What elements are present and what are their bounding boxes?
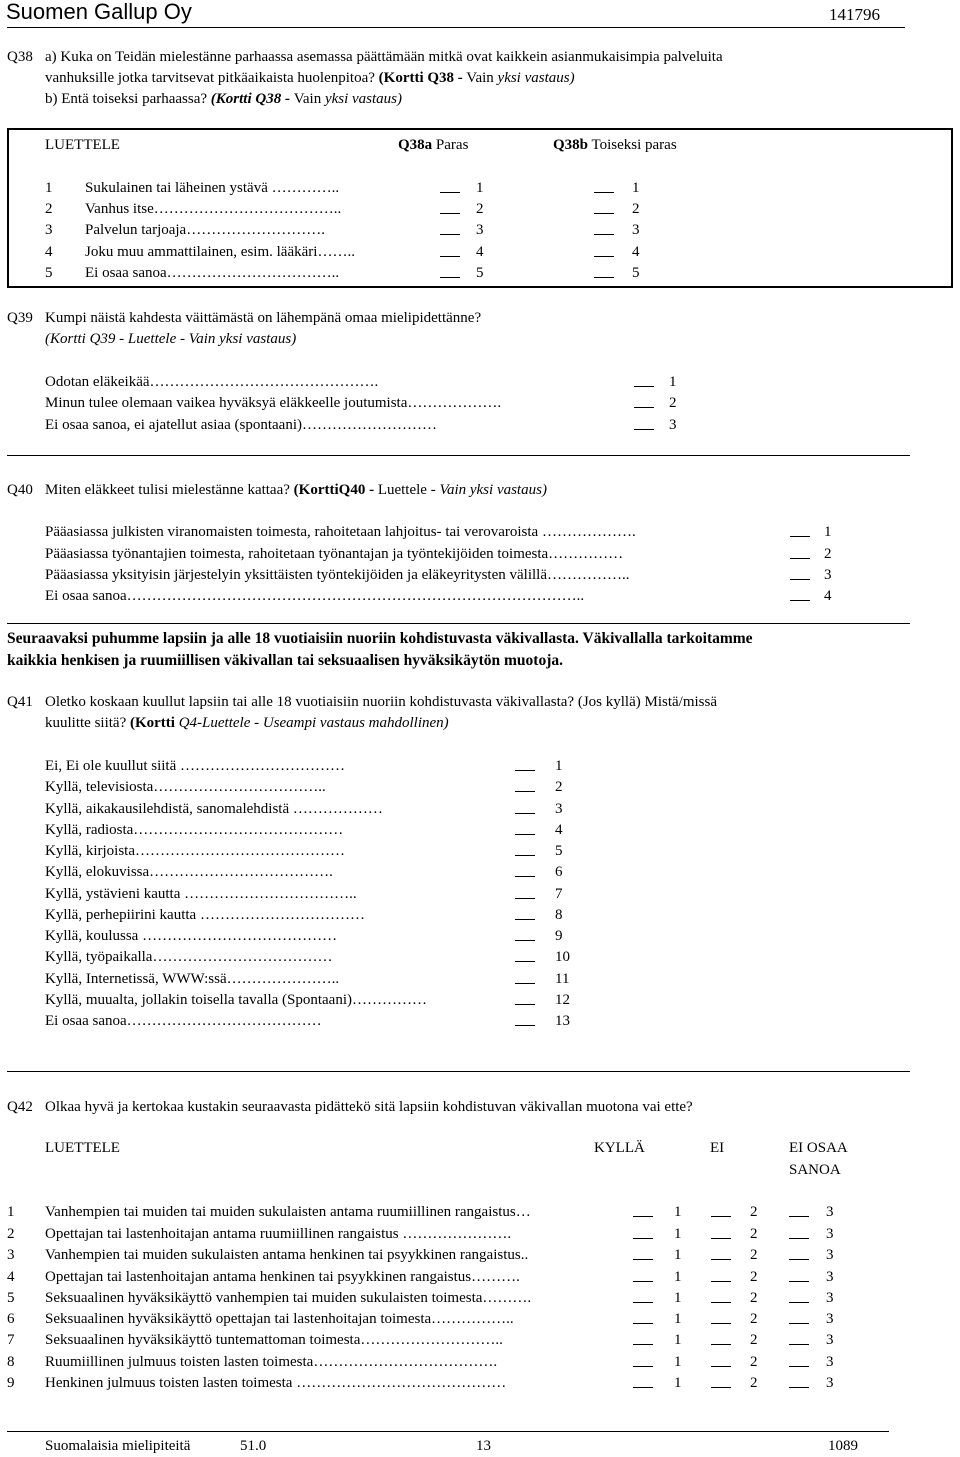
q38b-answer-blank[interactable] (594, 199, 614, 221)
q42-dk-blank[interactable] (789, 1245, 809, 1267)
q41-line2: kuulitte siitä? (Kortti Q4-Luettele - Useampi vastaus mahdollinen) (45, 715, 449, 731)
q38b-answer-blank[interactable] (594, 242, 614, 264)
footer-code: 1089 (828, 1438, 858, 1454)
q42-row-label: Opettajan tai lastenhoitajan antama henkinen tai psyykkinen rangaistus………. (45, 1269, 520, 1285)
q38b-answer-blank[interactable] (594, 220, 614, 242)
q42-yes-blank[interactable] (633, 1267, 653, 1289)
q42-yes-blank[interactable] (633, 1245, 653, 1267)
q42-no-blank[interactable] (711, 1224, 731, 1246)
q42-code-yes: 1 (674, 1332, 682, 1348)
q42-code-no: 2 (750, 1226, 758, 1242)
q41-option-label: Kyllä, kirjoista…………………………………… (45, 843, 345, 859)
q41-option-code: 2 (555, 779, 563, 795)
q42-no-blank[interactable] (711, 1309, 731, 1331)
q42-yes-blank[interactable] (633, 1288, 653, 1310)
q41-option-label: Kyllä, radiosta…………………………………… (45, 822, 344, 838)
intro-line2: kaikkia henkisen ja ruumiillisen väkivallan tai seksuaalisen hyväksikäytön muotoja. (7, 652, 563, 669)
q38b-answer-blank[interactable] (594, 178, 614, 200)
q41-option-code: 4 (555, 822, 563, 838)
q41-answer-blank[interactable] (515, 905, 535, 927)
q39-option-label: Ei osaa sanoa, ei ajatellut asiaa (spontaani)……………………… (45, 417, 437, 433)
q38b-code: 3 (632, 222, 640, 238)
q42-no-blank[interactable] (711, 1352, 731, 1374)
q39-number: Q39 (7, 310, 33, 326)
intro-line1: Seuraavaksi puhumme lapsiin ja alle 18 vuotiaisiin nuoriin kohdistuvasta väkivallasta. Väkivallalla tarkoitamme (7, 630, 753, 647)
q38a-code: 3 (476, 222, 484, 238)
q42-number: Q42 (7, 1099, 33, 1115)
q41-option-code: 6 (555, 864, 563, 880)
q41-answer-blank[interactable] (515, 990, 535, 1012)
q42-code-no: 2 (750, 1311, 758, 1327)
q38a-answer-blank[interactable] (440, 263, 460, 285)
q40-question: Miten eläkkeet tulisi mielestänne kattaa? (KorttiQ40 - Luettele - Vain yksi vastaus) (45, 482, 547, 498)
q38a-answer-blank[interactable] (440, 178, 460, 200)
q42-no-blank[interactable] (711, 1245, 731, 1267)
q40-option-code: 1 (824, 524, 832, 540)
q42-yes-blank[interactable] (633, 1373, 653, 1395)
q42-yes-blank[interactable] (633, 1330, 653, 1352)
q42-dk-blank[interactable] (789, 1309, 809, 1331)
q42-code-yes: 1 (674, 1375, 682, 1391)
q42-row-num: 7 (7, 1332, 15, 1348)
q38-header-luettele: LUETTELE (45, 137, 120, 153)
q41-option-code: 10 (555, 949, 570, 965)
q41-option-code: 12 (555, 992, 570, 1008)
q42-code-dk: 3 (826, 1332, 834, 1348)
q41-line1: Oletko koskaan kuullut lapsiin tai alle 18 vuotiaisiin nuoriin kohdistuvasta väkivallasta? (Jos kyllä) Mistä/missä (45, 694, 717, 710)
q38b-code: 2 (632, 201, 640, 217)
q42-code-dk: 3 (826, 1204, 834, 1220)
q38-row-num: 5 (45, 265, 53, 281)
q42-header-eos-2: SANOA (789, 1162, 841, 1178)
q42-row-label: Seksuaalinen hyväksikäyttö vanhempien tai muiden sukulaisten toimesta………. (45, 1290, 532, 1306)
q41-answer-blank[interactable] (515, 947, 535, 969)
q42-code-no: 2 (750, 1290, 758, 1306)
q42-code-no: 2 (750, 1247, 758, 1263)
q42-row-num: 1 (7, 1204, 15, 1220)
q42-header-luettele: LUETTELE (45, 1140, 120, 1156)
section-rule (7, 455, 910, 456)
q42-row-label: Seksuaalinen hyväksikäyttö tuntemattoman toimesta……………………….. (45, 1332, 503, 1348)
q41-answer-blank[interactable] (515, 1011, 535, 1033)
q38b-code: 1 (632, 180, 640, 196)
q41-option-label: Kyllä, aikakausilehdistä, sanomalehdistä ……………… (45, 801, 383, 817)
q42-row-num: 6 (7, 1311, 15, 1327)
q38-number: Q38 (7, 49, 33, 65)
q38-row-num: 1 (45, 180, 53, 196)
q42-row-num: 5 (7, 1290, 15, 1306)
company-name: Suomen Gallup Oy (6, 0, 192, 24)
q42-code-no: 2 (750, 1375, 758, 1391)
q40-number: Q40 (7, 482, 33, 498)
q38b-header: Q38b Toiseksi paras (553, 137, 677, 153)
q41-option-code: 8 (555, 907, 563, 923)
q41-option-label: Ei, Ei ole kuullut siitä …………………………… (45, 758, 345, 774)
q38a-answer-blank[interactable] (440, 220, 460, 242)
q42-dk-blank[interactable] (789, 1352, 809, 1374)
q42-no-blank[interactable] (711, 1373, 731, 1395)
q42-code-yes: 1 (674, 1290, 682, 1306)
q40-option-code: 4 (824, 588, 832, 604)
q41-answer-blank[interactable] (515, 862, 535, 884)
q42-row-num: 8 (7, 1354, 15, 1370)
q40-answer-blank[interactable] (790, 586, 810, 608)
footer-rule (7, 1431, 889, 1432)
q42-no-blank[interactable] (711, 1267, 731, 1289)
q38-row-label: Palvelun tarjoaja………………………. (85, 222, 325, 238)
q38a-header: Q38a Paras (398, 137, 469, 153)
q38-row-label: Joku muu ammattilainen, esim. lääkäri…….. (85, 244, 355, 260)
q41-option-label: Kyllä, ystävieni kautta …………………………….. (45, 886, 357, 902)
q42-row-label: Opettajan tai lastenhoitajan antama ruumiillinen rangaistus …………………. (45, 1226, 512, 1242)
q42-row-label: Seksuaalinen hyväksikäyttö opettajan tai lastenhoitajan toimesta…………….. (45, 1311, 514, 1327)
q42-header-kylla: KYLLÄ (594, 1140, 645, 1156)
q42-row-label: Vanhempien tai muiden tai muiden sukulaisten antama ruumiillinen rangaistus… (45, 1204, 531, 1220)
q42-code-dk: 3 (826, 1311, 834, 1327)
q39-answer-blank[interactable] (634, 415, 654, 437)
q42-dk-blank[interactable] (789, 1288, 809, 1310)
q42-dk-blank[interactable] (789, 1267, 809, 1289)
q39-card: (Kortti Q39 - Luettele - Vain yksi vastaus) (45, 331, 297, 347)
q42-no-blank[interactable] (711, 1330, 731, 1352)
q38-row-num: 4 (45, 244, 53, 260)
q41-answer-blank[interactable] (515, 969, 535, 991)
q38b-code: 5 (632, 265, 640, 281)
q42-question: Olkaa hyvä ja kertokaa kustakin seuraavasta pidättekö sitä lapsiin kohdistuvan väkivallan muotona vai ette? (45, 1099, 693, 1115)
document-id: 141796 (829, 5, 880, 24)
q40-option-label: Ei osaa sanoa……………………………………………………………………………….. (45, 588, 585, 604)
q40-option-label: Pääasiassa yksityisin järjestelyin yksittäisten työntekijöiden ja eläkeyritysten välillä…………….. (45, 567, 630, 583)
q41-answer-blank[interactable] (515, 884, 535, 906)
q42-no-blank[interactable] (711, 1202, 731, 1224)
q38b-answer-blank[interactable] (594, 263, 614, 285)
footer-title: Suomalaisia mielipiteitä (45, 1438, 191, 1454)
q42-dk-blank[interactable] (789, 1224, 809, 1246)
q38-row-label: Ei osaa sanoa…………………………….. (85, 265, 340, 281)
q41-option-label: Kyllä, televisiosta…………………………….. (45, 779, 326, 795)
q42-row-num: 3 (7, 1247, 15, 1263)
q39-option-code: 2 (669, 395, 677, 411)
q41-option-label: Kyllä, Internetissä, WWW:ssä………………….. (45, 971, 340, 987)
q42-code-yes: 1 (674, 1226, 682, 1242)
q42-code-yes: 1 (674, 1354, 682, 1370)
q41-answer-blank[interactable] (515, 841, 535, 863)
q42-row-num: 9 (7, 1375, 15, 1391)
q38-row-num: 2 (45, 201, 53, 217)
q39-question: Kumpi näistä kahdesta väittämästä on lähempänä omaa mielipidettänne? (45, 310, 482, 326)
q42-yes-blank[interactable] (633, 1202, 653, 1224)
q41-answer-blank[interactable] (515, 799, 535, 821)
q41-number: Q41 (7, 694, 33, 710)
q39-option-label: Minun tulee olemaan vaikea hyväksyä eläkkeelle joutumista………………. (45, 395, 502, 411)
q41-option-code: 9 (555, 928, 563, 944)
page-number: 13 (476, 1438, 491, 1454)
q42-row-num: 4 (7, 1269, 15, 1285)
q40-answer-blank[interactable] (790, 522, 810, 544)
q42-dk-blank[interactable] (789, 1202, 809, 1224)
q42-code-dk: 3 (826, 1247, 834, 1263)
q39-option-label: Odotan eläkeikää………………………………………. (45, 374, 379, 390)
q38a-code: 1 (476, 180, 484, 196)
q42-code-yes: 1 (674, 1204, 682, 1220)
q42-code-dk: 3 (826, 1354, 834, 1370)
q40-option-label: Pääasiassa julkisten viranomaisten toimesta, rahoitetaan lahjoitus- tai verovaroista ………………. (45, 524, 636, 540)
q42-code-yes: 1 (674, 1247, 682, 1263)
q42-code-dk: 3 (826, 1290, 834, 1306)
q41-option-label: Kyllä, elokuvissa………………………………. (45, 864, 333, 880)
q42-code-no: 2 (750, 1354, 758, 1370)
q41-option-code: 13 (555, 1013, 570, 1029)
q40-option-label: Pääasiassa työnantajien toimesta, rahoitetaan työnantajan ja työntekijöiden toimesta…………… (45, 546, 624, 562)
q41-option-code: 11 (555, 971, 570, 987)
q42-yes-blank[interactable] (633, 1224, 653, 1246)
q39-answer-blank[interactable] (634, 393, 654, 415)
q39-option-code: 3 (669, 417, 677, 433)
q41-option-code: 5 (555, 843, 563, 859)
q41-option-label: Kyllä, koulussa ………………………………… (45, 928, 338, 944)
q40-answer-blank[interactable] (790, 544, 810, 566)
q42-code-dk: 3 (826, 1375, 834, 1391)
q42-code-yes: 1 (674, 1311, 682, 1327)
q41-answer-blank[interactable] (515, 756, 535, 778)
q42-code-no: 2 (750, 1204, 758, 1220)
q42-code-no: 2 (750, 1269, 758, 1285)
q39-option-code: 1 (669, 374, 677, 390)
q42-dk-blank[interactable] (789, 1330, 809, 1352)
q42-code-dk: 3 (826, 1269, 834, 1285)
q41-option-code: 1 (555, 758, 563, 774)
section-rule (7, 623, 910, 624)
q41-option-label: Kyllä, työpaikalla……………………………… (45, 949, 333, 965)
q41-answer-blank[interactable] (515, 777, 535, 799)
q42-row-num: 2 (7, 1226, 15, 1242)
q38-row-num: 3 (45, 222, 53, 238)
q42-yes-blank[interactable] (633, 1352, 653, 1374)
q42-row-label: Ruumiillinen julmuus toisten lasten toimesta………………………………. (45, 1354, 498, 1370)
q42-code-yes: 1 (674, 1269, 682, 1285)
q41-option-label: Kyllä, perhepiirini kautta …………………………… (45, 907, 365, 923)
q41-answer-blank[interactable] (515, 926, 535, 948)
q40-option-code: 2 (824, 546, 832, 562)
q38-row-label: Vanhus itse……………………………….. (85, 201, 342, 217)
q41-option-code: 3 (555, 801, 563, 817)
q42-dk-blank[interactable] (789, 1373, 809, 1395)
q39-answer-blank[interactable] (634, 372, 654, 394)
q42-header-eos: EI OSAA (789, 1140, 848, 1156)
q42-row-label: Vanhempien tai muiden sukulaisten antama henkinen tai psyykkinen rangaistus.. (45, 1247, 529, 1263)
q38-line3: b) Entä toiseksi parhaassa? (Kortti Q38 - Vain yksi vastaus) (45, 91, 403, 107)
footer-version: 51.0 (240, 1438, 267, 1454)
q41-option-label: Kyllä, muualta, jollakin toisella tavalla (Spontaani)…………… (45, 992, 428, 1008)
q41-option-label: Ei osaa sanoa………………………………… (45, 1013, 322, 1029)
section-rule (7, 1071, 910, 1072)
q38-line2: vanhuksille jotka tarvitsevat pitkäaikaista huolenpitoa? (Kortti Q38 - Vain yksi vastaus) (45, 70, 575, 86)
q42-yes-blank[interactable] (633, 1309, 653, 1331)
q42-header-ei: EI (710, 1140, 725, 1156)
q38b-code: 4 (632, 244, 640, 260)
q38-line1: a) Kuka on Teidän mielestänne parhaassa asemassa päättämään mitkä ovat kaikkein asianmukaisimpia palveluita (45, 49, 723, 65)
q38-row-label: Sukulainen tai läheinen ystävä ………….. (85, 180, 340, 196)
q41-option-code: 7 (555, 886, 563, 902)
q42-row-label: Henkinen julmuus toisten lasten toimesta …………………………………… (45, 1375, 507, 1391)
q42-code-dk: 3 (826, 1226, 834, 1242)
q38a-answer-blank[interactable] (440, 242, 460, 264)
header-rule (7, 27, 905, 28)
q42-no-blank[interactable] (711, 1288, 731, 1310)
q40-option-code: 3 (824, 567, 832, 583)
q42-code-no: 2 (750, 1332, 758, 1348)
q38a-code: 5 (476, 265, 484, 281)
q38a-answer-blank[interactable] (440, 199, 460, 221)
q38a-code: 2 (476, 201, 484, 217)
q40-answer-blank[interactable] (790, 565, 810, 587)
q38a-code: 4 (476, 244, 484, 260)
q41-answer-blank[interactable] (515, 820, 535, 842)
